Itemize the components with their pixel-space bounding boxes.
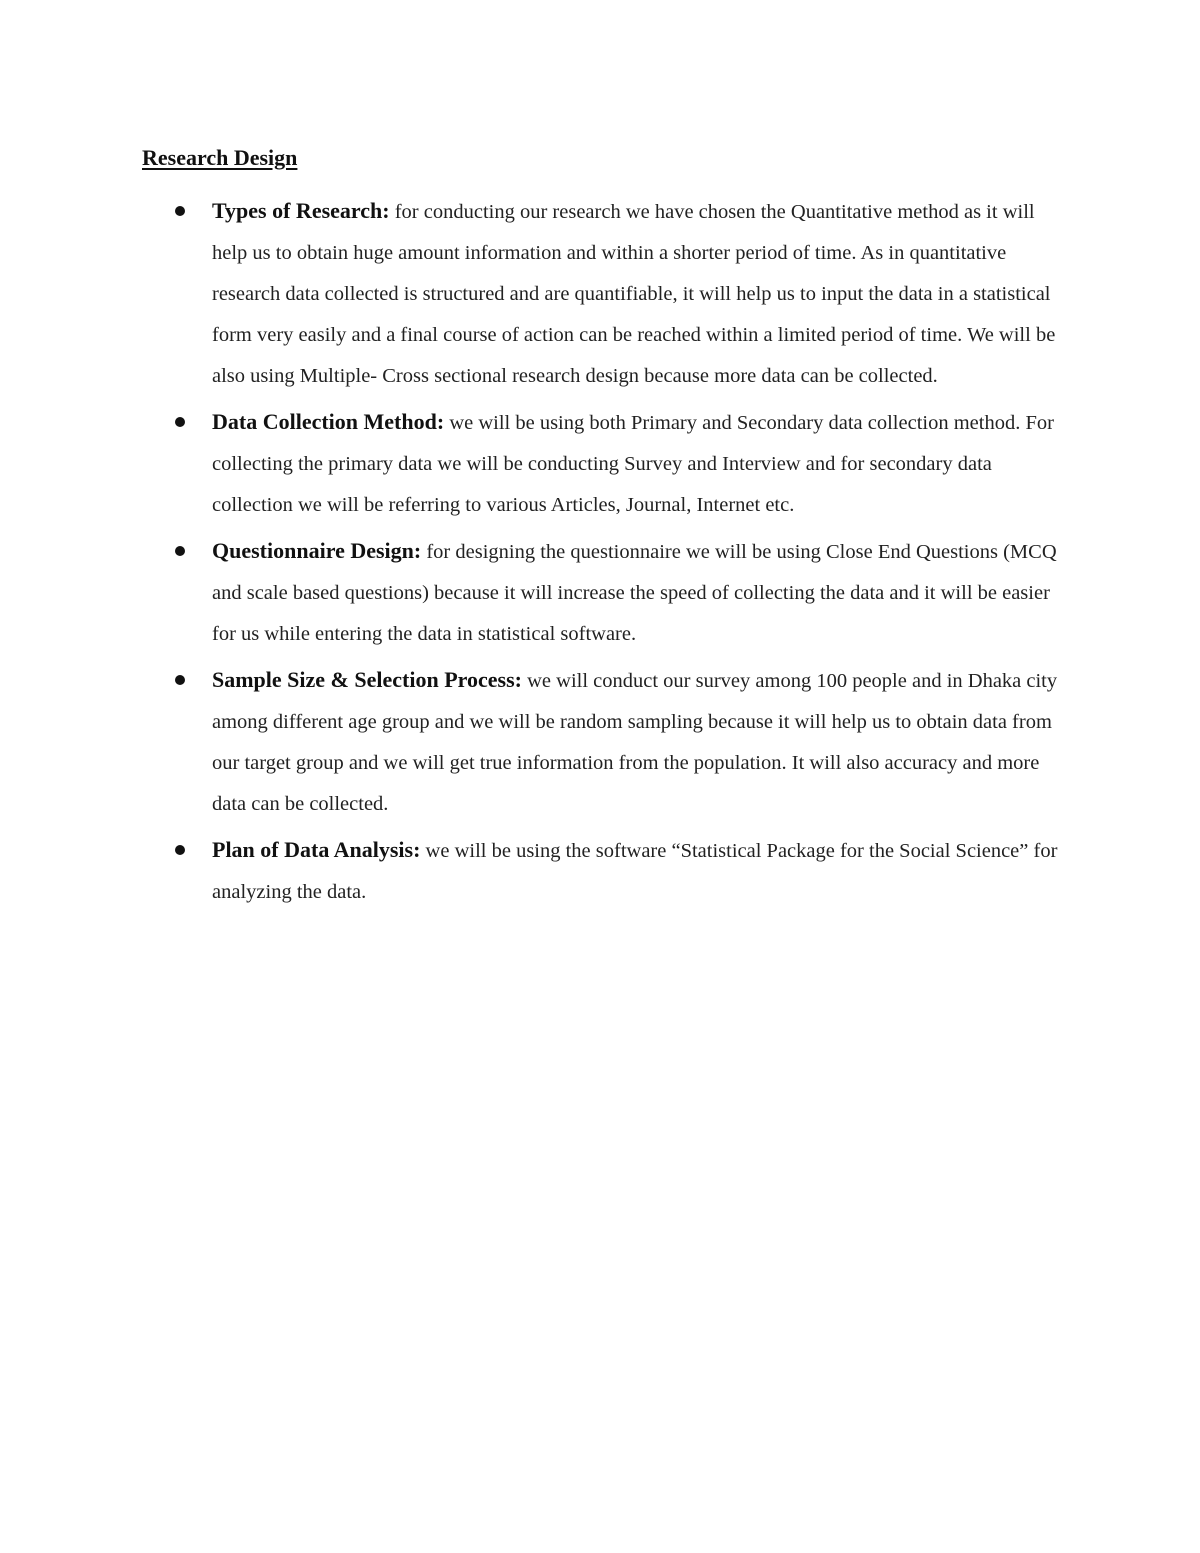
list-item-plan-of-data-analysis: [142, 829, 1072, 913]
bullet-icon: [175, 206, 185, 216]
bullet-icon: [175, 845, 185, 855]
item-heading: Plan of Data Analysis:: [212, 837, 421, 862]
item-body: we will conduct our survey among 100 people and in Dhaka city among different age group and we will be random sampling because it will help us to obtain data from our target group and we will get true information from the population. It will also accuracy and more data can be collected.: [212, 670, 1058, 815]
list-item-types-of-research: [142, 190, 1072, 397]
item-heading: Sample Size & Selection Process:: [212, 667, 522, 692]
item-body: we will be using both Primary and Secondary data collection method. For collecting the primary data we will be conducting Survey and Interview and for secondary data collection we will be referring to various Articles, Journal, Internet etc.: [212, 412, 1054, 516]
item-body: we will be using the software “Statistical Package for the Social Science” for analyzing the data.: [212, 840, 1058, 903]
bullet-icon: [175, 675, 185, 685]
research-design-list: [142, 190, 1072, 913]
document-content: [142, 140, 1072, 917]
list-item-sample-size-selection: [142, 659, 1072, 825]
item-heading: Questionnaire Design:: [212, 538, 422, 563]
item-heading: Data Collection Method:: [212, 409, 445, 434]
list-item-questionnaire-design: [142, 530, 1072, 655]
list-item-data-collection-method: [142, 401, 1072, 526]
bullet-icon: [175, 417, 185, 427]
item-heading: Types of Research:: [212, 198, 390, 223]
item-body: for designing the questionnaire we will be using Close End Questions (MCQ and scale based questions) because it will increase the speed of collecting the data and it will be easier for us while entering the data in statistical software.: [212, 541, 1057, 645]
item-body: for conducting our research we have chosen the Quantitative method as it will help us to obtain huge amount information and within a shorter period of time. As in quantitative research data collected is structured and are quantifiable, it will help us to input the data in a statistical form very easily and a final course of action can be reached within a limited period of time. We will be also using Multiple- Cross sectional research design because more data can be collected.: [212, 201, 1056, 387]
document-title: Research Design: [142, 145, 298, 170]
bullet-icon: [175, 546, 185, 556]
